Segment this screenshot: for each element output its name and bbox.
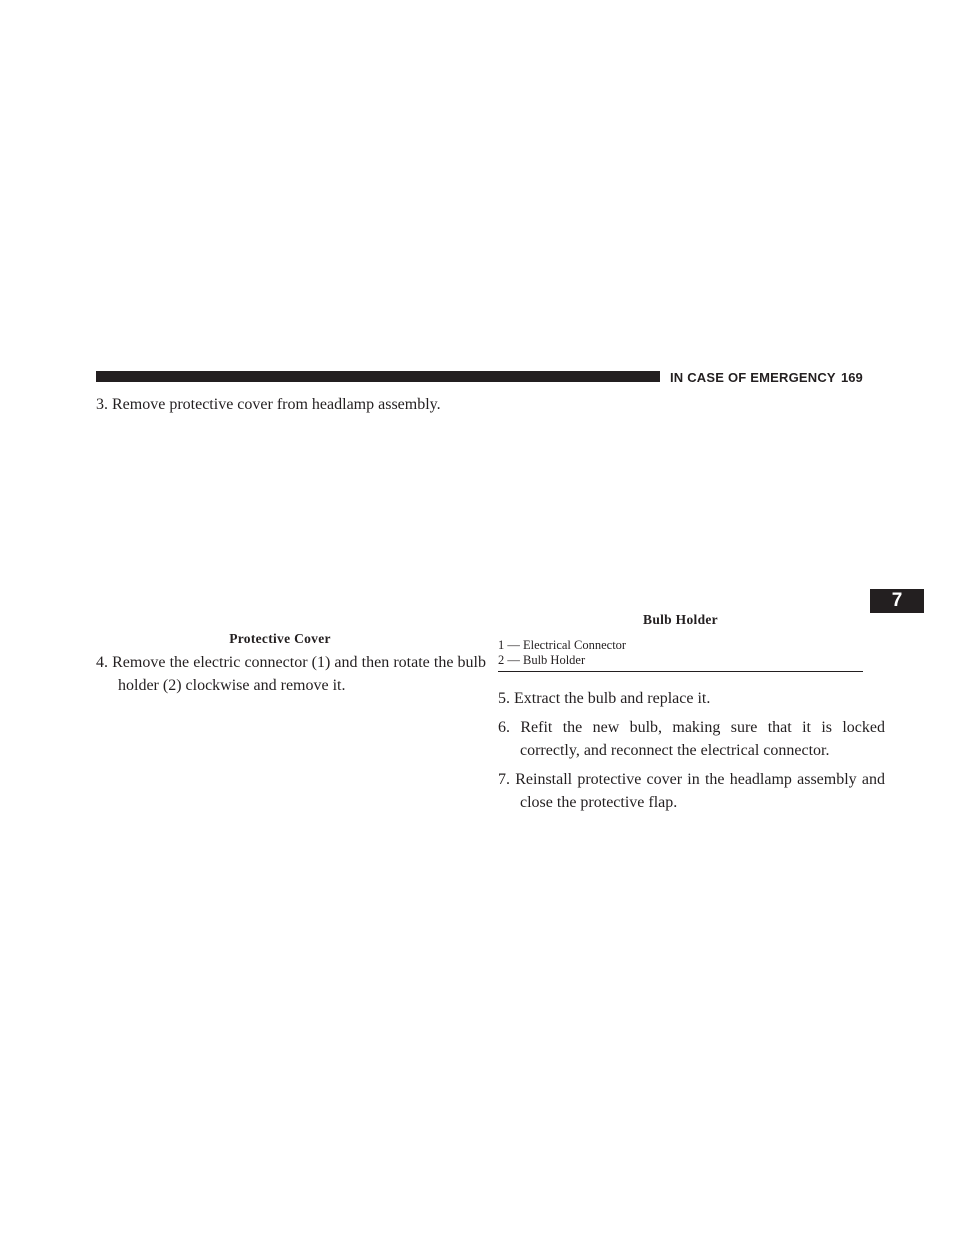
step-3: 3. Remove protective cover from headlamp assembly. (96, 396, 441, 413)
chapter-tab: 7 (870, 589, 924, 613)
header-rule (96, 371, 660, 382)
figure-caption-bulb-holder: Bulb Holder (643, 612, 718, 627)
bulb-holder-figure (498, 400, 863, 608)
figure-caption-protective-cover: Protective Cover (229, 631, 331, 646)
legend-item: 1 — Electrical Connector (498, 638, 627, 652)
legend-item: 2 — Bulb Holder (498, 653, 586, 667)
step-6: 6. Refit the new bulb, making sure that it is locked correctly, and reconnect the electrical connector. (498, 719, 885, 759)
section-title: IN CASE OF EMERGENCY (670, 370, 836, 385)
protective-cover-figure (96, 420, 464, 628)
step-5: 5. Extract the bulb and replace it. (498, 690, 711, 707)
step-4: 4. Remove the electric connector (1) and then rotate the bulb holder (2) clockwise and remove it. (96, 654, 486, 694)
figure-legend (498, 638, 863, 672)
step-7: 7. Reinstall protective cover in the headlamp assembly and close the protective flap. (498, 771, 885, 811)
page-number: 169 (841, 370, 863, 385)
